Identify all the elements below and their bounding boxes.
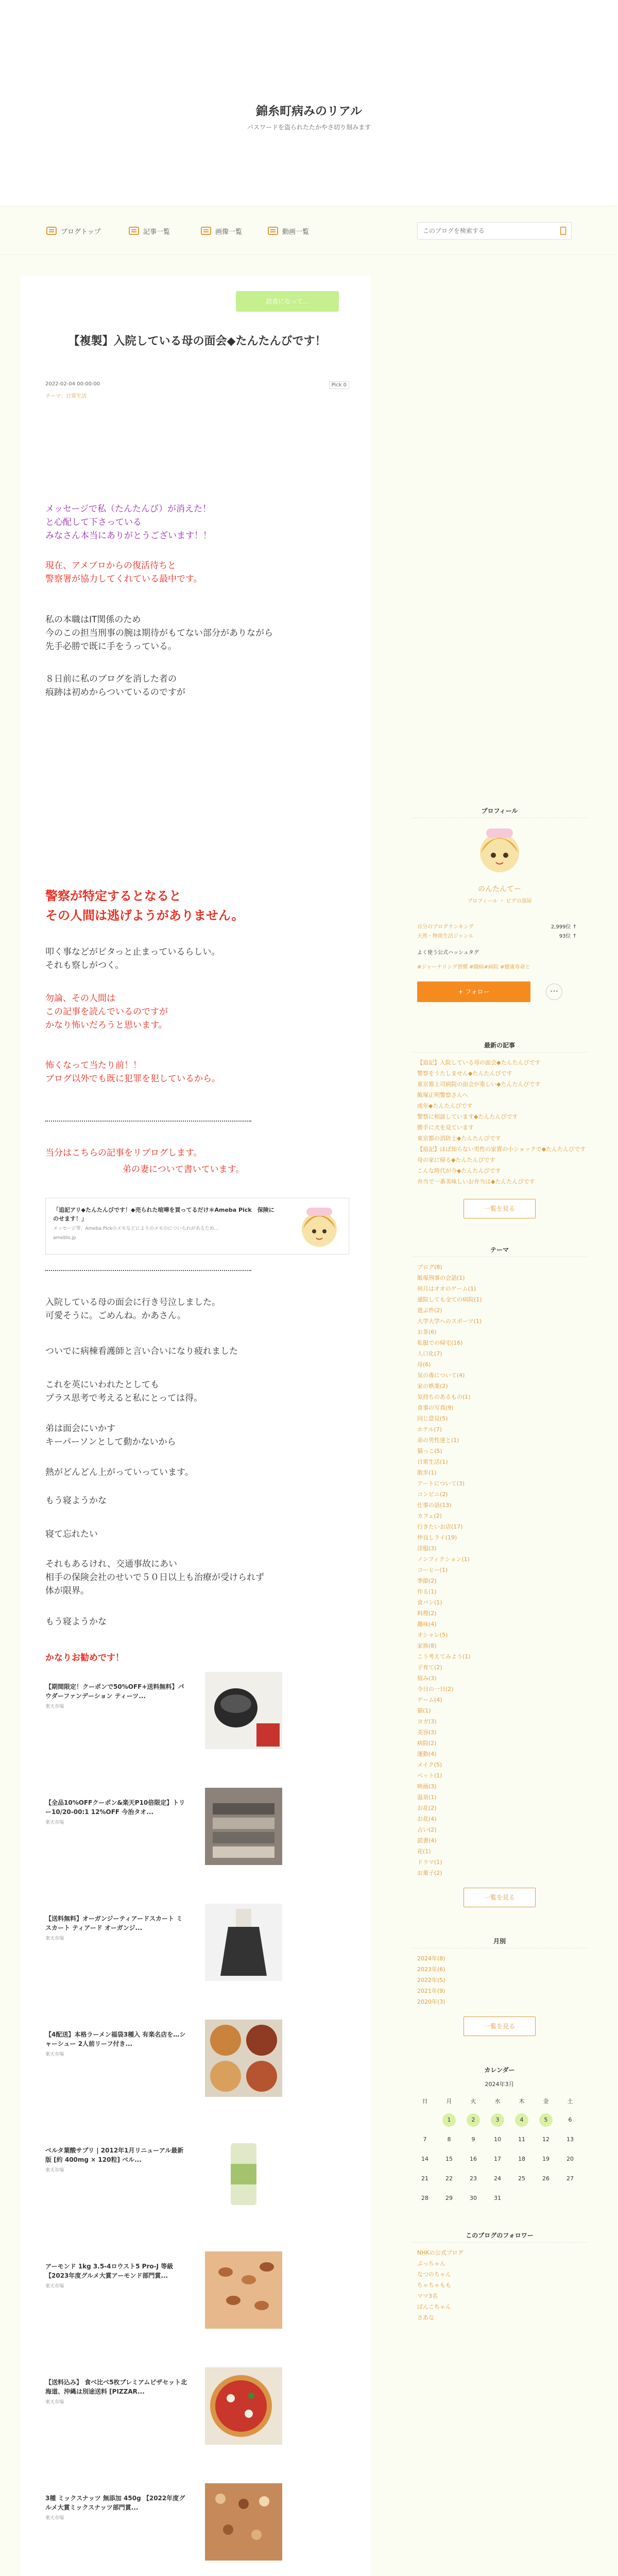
- theme-link[interactable]: ホテル(7): [417, 1426, 442, 1433]
- calendar-day: 19: [542, 2156, 550, 2162]
- theme-link[interactable]: 洋服(3): [417, 1545, 437, 1552]
- calendar-day: 23: [470, 2175, 477, 2182]
- recent-article-link[interactable]: 【追記】ほぼ知らない男性の家賃の小ショックで◆たんたんびです: [417, 1146, 586, 1153]
- calendar-day: 21: [421, 2175, 428, 2182]
- rank-value: 2,999位 ↑: [551, 924, 577, 930]
- calendar-day[interactable]: [464, 2112, 483, 2128]
- theme-link[interactable]: 弟の男性達と(1): [417, 1437, 459, 1444]
- para-5: 警察が特定するとなると その人間は逃げようがありません。: [45, 889, 244, 923]
- para-13: これを英にいわれたとしても プラス思考で考えると私にとっては得。: [45, 1380, 203, 1403]
- para-17: 寝て忘れたい: [45, 1529, 98, 1539]
- genre-label[interactable]: 天然・物欲生活ジャンル: [417, 934, 474, 939]
- theme-link[interactable]: 今日の一日(2): [417, 1686, 454, 1692]
- profile-avatar[interactable]: [474, 824, 525, 876]
- followers-heading: このブログのフォロワー: [466, 2232, 534, 2239]
- calendar-day: 20: [566, 2156, 574, 2162]
- product-image: [205, 1672, 282, 1749]
- theme-link[interactable]: 家の娯楽(2): [417, 1383, 448, 1389]
- theme-link[interactable]: 何月はオオのゲーム(1): [417, 1285, 476, 1292]
- para-16: もう寝ようかな: [45, 1496, 107, 1506]
- product-item[interactable]: [45, 1788, 349, 1870]
- video-icon: [268, 227, 278, 235]
- calendar-weekday: 日: [422, 2098, 428, 2105]
- product-title: 【全品10%OFFクーポン&楽天P10倍限定】トリー10/20-00:1 12%OFF 今治タオ...: [45, 1799, 185, 1816]
- follower-link[interactable]: なつのちゃん: [417, 2271, 451, 2278]
- para-14: 弟は面会にいかす キーパーソンとして動かないから: [45, 1423, 176, 1447]
- calendar-day: 30: [470, 2195, 477, 2201]
- sidebar: [412, 276, 587, 2576]
- calendar-weekday: 土: [567, 2098, 573, 2105]
- calendar-day[interactable]: [512, 2112, 531, 2128]
- calendar-day: 12: [542, 2136, 550, 2143]
- theme-link[interactable]: 気の毒について(4): [417, 1372, 465, 1379]
- site-description: パスワードを盗られたたかやさ切り刻みます: [247, 124, 371, 131]
- calendar-day: 27: [566, 2175, 574, 2182]
- para-19: もう寝ようかな: [45, 1617, 107, 1627]
- theme-link[interactable]: 悩み(3): [417, 1675, 437, 1682]
- nav-articles[interactable]: 記事一覧: [129, 224, 170, 238]
- product-item[interactable]: [45, 2136, 349, 2218]
- calendar-day-marked[interactable]: 1: [442, 2113, 456, 2127]
- list-icon: [129, 227, 139, 235]
- calendar-day[interactable]: [537, 2112, 555, 2128]
- calendar-day: 24: [494, 2175, 501, 2182]
- archive-more-button[interactable]: 一覧を見る: [464, 2016, 536, 2036]
- product-item[interactable]: [45, 2020, 349, 2102]
- product-title: 3種 ミックスナッツ 無添加 450g 【2022年度グルメ大賞ミックスナッツ部門賞...: [45, 2495, 185, 2511]
- divider: [45, 1270, 251, 1271]
- theme-link[interactable]: 温泉(1): [417, 1794, 437, 1801]
- calendar-weekday: 水: [494, 2098, 501, 2105]
- nav-videos[interactable]: 動画一覧: [268, 224, 309, 238]
- theme-link[interactable]: アートについて(3): [417, 1480, 465, 1487]
- calendar-weekday: 木: [519, 2098, 525, 2105]
- archive-link[interactable]: 2024年(8): [417, 1955, 445, 1962]
- calendar-heading: カレンダー: [484, 2066, 515, 2074]
- para-15: 熱がどんどん上がっていっています。: [45, 1467, 194, 1478]
- link-card-desc: メッセージ等、Ameba Pickのメモなどによりのメモのについられがあるため...: [53, 1226, 219, 1231]
- follower-link[interactable]: ママ3名: [417, 2293, 438, 2299]
- theme-link[interactable]: オシャレ(5): [417, 1632, 448, 1638]
- main-area: [0, 255, 618, 2576]
- calendar-day[interactable]: [440, 2112, 458, 2128]
- para-2: 現在、アメブロからの復活待ちと 警察署が協力してくれている最中です。: [45, 561, 202, 584]
- follow-reader-button[interactable]: 読者になって...: [236, 291, 339, 312]
- theme-link[interactable]: 仕事の話(13): [417, 1502, 452, 1509]
- para-10: 弟の妻について書いています。: [123, 1164, 245, 1175]
- recent-article-link[interactable]: 警察をうたしません◆たんたんびです: [417, 1070, 512, 1077]
- search-icon[interactable]: [559, 226, 568, 235]
- calendar-month: 2024年3月: [485, 2081, 514, 2088]
- genre-value: 93位 ↑: [559, 934, 577, 939]
- follower-link[interactable]: NHKの公式ブログ: [417, 2249, 464, 2256]
- theme-link[interactable]: 食事の写真(9): [417, 1404, 454, 1411]
- calendar-day: 28: [421, 2195, 428, 2201]
- theme-link[interactable]: 仲良しライ(19): [417, 1534, 457, 1541]
- nav-images[interactable]: 画像一覧: [201, 224, 242, 238]
- product-image: [205, 2251, 282, 2329]
- calendar-day: 10: [494, 2136, 501, 2143]
- calendar-day: 16: [470, 2156, 477, 2162]
- follow-button[interactable]: + フォロー: [417, 981, 530, 1002]
- theme-link[interactable]: ペット(1): [417, 1772, 442, 1779]
- recent-heading: 最新の記事: [484, 1042, 515, 1049]
- divider: [412, 2242, 587, 2243]
- calendar-day-marked[interactable]: 2: [467, 2113, 480, 2127]
- entry-theme[interactable]: テーマ：日常生活: [45, 394, 87, 399]
- theme-link[interactable]: 母(6): [417, 1361, 431, 1368]
- product-item[interactable]: [45, 2367, 349, 2450]
- calendar-day: 17: [494, 2156, 501, 2162]
- theme-link[interactable]: 私服での帰宅(16): [417, 1340, 463, 1346]
- recent-article-link[interactable]: こんな時代が今◆たんたんびです: [417, 1167, 501, 1174]
- theme-link[interactable]: メイク(5): [417, 1761, 442, 1768]
- product-image: [205, 2367, 282, 2445]
- themes-more-button[interactable]: 一覧を見る: [464, 1888, 536, 1907]
- product-image: [205, 1788, 282, 1865]
- calendar-day: 25: [518, 2175, 525, 2182]
- theme-link[interactable]: 占い(2): [417, 1826, 437, 1833]
- follower-link[interactable]: ちゃちゃもも: [417, 2282, 451, 2289]
- product-item[interactable]: [45, 1904, 349, 1986]
- product-shop: 楽天市場: [45, 2400, 64, 2405]
- theme-link[interactable]: 美容(3): [417, 1729, 437, 1736]
- para-11: 入院している母の面会に行き号泣しました。 可愛そうに。ごめんね。かあさん。: [45, 1297, 220, 1321]
- theme-link[interactable]: 花(1): [417, 1848, 431, 1855]
- para-3: 私の本職はIT関係のため 今のこの担当刑事の腕は期待がもてない部分がありながら 先手必勝で既に手をうっている。: [45, 615, 273, 652]
- product-image: [205, 2136, 282, 2213]
- profile-heading: プロフィール: [481, 807, 518, 815]
- theme-link[interactable]: 日常生活(1): [417, 1459, 448, 1465]
- calendar-day-marked[interactable]: 4: [515, 2113, 528, 2127]
- follower-link[interactable]: ぽんこちゃん: [417, 2303, 451, 2310]
- product-title: ベルタ葉酸サプリ | 2012年1月リニューアル最新版 [約 400mg × 120粒] ベル...: [45, 2147, 184, 2163]
- archive-link[interactable]: 2023年(6): [417, 1966, 445, 1973]
- recent-article-link[interactable]: 東京都上司病院の面会が楽しい◆たんたんびです: [417, 1081, 541, 1088]
- para-18: それもあるけれ、交通事故にあい 相手の保険会社のせいで５０日以上も治療が受けられず 体が限界。: [45, 1559, 264, 1596]
- theme-link[interactable]: ドラマ(1): [417, 1859, 442, 1866]
- calendar-day-marked[interactable]: 5: [539, 2113, 553, 2127]
- link-card-title: 「追記アリ◆たんたんびです！◆売られた喧嘩を買ってるだけ＊Ameba Pick 保険にのせます！」: [53, 1207, 274, 1222]
- theme-link[interactable]: こう考えてみよう(1): [417, 1653, 471, 1660]
- calendar-weekday: 金: [543, 2098, 549, 2105]
- theme-link[interactable]: ヨガ(3): [417, 1718, 437, 1725]
- product-shop: 楽天市場: [45, 2168, 64, 2173]
- theme-link[interactable]: お花(2): [417, 1805, 437, 1811]
- recent-article-link[interactable]: 警察に相談しています◆たんたんびです: [417, 1113, 518, 1120]
- theme-link[interactable]: 猫(1): [417, 1707, 431, 1714]
- theme-link[interactable]: お菓子(2): [417, 1870, 442, 1876]
- product-image: [205, 2020, 282, 2097]
- global-nav: [0, 206, 618, 255]
- link-card-source: ameblo.jp: [53, 1235, 76, 1241]
- theme-link[interactable]: 人口化(7): [417, 1350, 442, 1357]
- entry-date: 2022-02-04 00:00:00: [45, 381, 100, 387]
- product-shop: 楽天市場: [45, 2516, 64, 2521]
- product-item[interactable]: [45, 2251, 349, 2334]
- themes-heading: テーマ: [490, 1246, 509, 1253]
- nav-blog-top[interactable]: ブログトップ: [46, 224, 101, 238]
- recent-article-link[interactable]: 飯塚正明警察さんへ: [417, 1092, 468, 1098]
- divider: [412, 1052, 587, 1053]
- recent-article-link[interactable]: 東京都の消防士◆たんたんびです: [417, 1135, 501, 1142]
- theme-link[interactable]: 趣味(4): [417, 1621, 437, 1628]
- follower-link[interactable]: さあな: [417, 2314, 434, 2321]
- profile-name[interactable]: のんたんてー: [478, 885, 521, 893]
- product-title: 【送料込み】 食べ比べ5枚プレミアムピザセット北海道、沖縄は別途送料 [PIZZAR...: [45, 2379, 187, 2395]
- theme-link[interactable]: ゲーム(4): [417, 1697, 442, 1703]
- calendar-day-marked[interactable]: 3: [491, 2113, 504, 2127]
- article-entry: [21, 276, 371, 2576]
- profile-links[interactable]: プロフィール ・ ピグの部屋: [467, 899, 532, 904]
- product-shop: 楽天市場: [45, 1820, 64, 1825]
- site-header: [0, 0, 618, 206]
- product-title: 【4配送】本格ラーメン福袋3種入 有楽名店を…シャーシュー 2人前リーフ付き...: [45, 2031, 186, 2047]
- theme-link[interactable]: コーヒー(1): [417, 1567, 448, 1573]
- archive-link[interactable]: 2020年(3): [417, 1998, 445, 2005]
- para-1: メッセージで私（たんたんび）が消えた！ と心配して下さっている みなさん本当にありがとうございます！！: [45, 504, 212, 541]
- archive-link[interactable]: 2021年(9): [417, 1988, 445, 1994]
- theme-link[interactable]: 家族(8): [417, 1642, 437, 1649]
- para-4: ８日前に私のブログを消した者の 痕跡は初めからついているのですが: [45, 674, 185, 698]
- more-menu-icon[interactable]: •••: [546, 984, 562, 1000]
- recent-more-button[interactable]: 一覧を見る: [464, 1199, 536, 1218]
- theme-link[interactable]: 読書(4): [417, 1837, 437, 1844]
- calendar-day: 18: [518, 2156, 525, 2162]
- theme-link[interactable]: 行きたいお店(17): [417, 1523, 463, 1530]
- theme-link[interactable]: 子育て(2): [417, 1664, 442, 1671]
- para-9: 当分はこちらの記事をリブログします。: [45, 1148, 202, 1158]
- calendar-day: 22: [445, 2175, 453, 2182]
- theme-link[interactable]: 食パン(1): [417, 1599, 442, 1606]
- theme-link[interactable]: 遊ぶ件(2): [417, 1307, 442, 1314]
- product-item[interactable]: [45, 1672, 349, 1754]
- calendar-day: 15: [445, 2156, 453, 2162]
- divider: [45, 1121, 251, 1122]
- para-8: 怖くなって当たり前！！ ブログ以外でも既に犯罪を犯しているから。: [45, 1060, 220, 1084]
- calendar-day: 14: [421, 2156, 428, 2162]
- para-7: 勿論、その人間は この記事を読んでいるのですが かなり怖いだろうと思います。: [45, 993, 168, 1030]
- cute-avatar-thumbnail: [296, 1204, 342, 1250]
- calendar-day: 9: [471, 2136, 475, 2143]
- calendar-day: 31: [494, 2195, 501, 2201]
- theme-link[interactable]: 散歩(1): [417, 1469, 437, 1476]
- theme-link[interactable]: 料理(2): [417, 1610, 437, 1617]
- calendar-day: 11: [518, 2136, 525, 2143]
- para-20: かなりお勧めです！: [45, 1653, 124, 1663]
- recent-article-link[interactable]: 勝手に犬を見ています: [417, 1124, 474, 1131]
- theme-link[interactable]: お茶(6): [417, 1329, 437, 1335]
- theme-link[interactable]: 大学大学へのスポーツ(1): [417, 1318, 482, 1325]
- theme-link[interactable]: コンビニ(2): [417, 1491, 448, 1498]
- product-shop: 楽天市場: [45, 2284, 64, 2289]
- search-input[interactable]: [418, 223, 552, 239]
- theme-link[interactable]: 運動(4): [417, 1751, 437, 1757]
- product-shop: 楽天市場: [45, 2052, 64, 2057]
- theme-link[interactable]: 病院(2): [417, 1740, 437, 1747]
- calendar-day: 29: [445, 2195, 453, 2201]
- reblog-link-card[interactable]: [45, 1198, 349, 1255]
- theme-link[interactable]: 同じ意見(5): [417, 1415, 448, 1422]
- theme-link[interactable]: 季節(2): [417, 1578, 437, 1584]
- theme-link[interactable]: 映画(3): [417, 1783, 437, 1790]
- calendar-day: 13: [566, 2136, 574, 2143]
- product-image: [205, 2483, 282, 2561]
- theme-link[interactable]: 作る(1): [417, 1588, 437, 1595]
- para-12: ついでに病棟看護師と言い合いになり疲れました: [45, 1346, 238, 1357]
- hashtag-list[interactable]: #ジャーナリング習慣 #闘病#病院 #健康寿命と: [417, 964, 530, 970]
- theme-link[interactable]: 飯塚刑事の会話(1): [417, 1275, 465, 1281]
- product-image: [205, 1904, 282, 1981]
- theme-link[interactable]: お花(4): [417, 1816, 437, 1822]
- archive-heading: 月別: [493, 1938, 506, 1945]
- product-item[interactable]: [45, 2483, 349, 2566]
- product-title: アーモンド 1kg 3.5-4ロウスト5 Pro-J 等級 【2023年度グルメ大賞アーモンド部門賞...: [45, 2263, 174, 2279]
- calendar-day: 8: [447, 2136, 451, 2143]
- calendar-weekday: 火: [470, 2098, 476, 2105]
- home-icon: [46, 227, 57, 235]
- theme-link[interactable]: ノンフィクション(1): [417, 1556, 470, 1563]
- recent-article-link[interactable]: 成年◆たんたんびです: [417, 1103, 473, 1109]
- calendar-weekday: 月: [446, 2098, 452, 2105]
- archive-link[interactable]: 2022年(5): [417, 1977, 445, 1984]
- theme-link[interactable]: 気持ちのあるもの(1): [417, 1394, 471, 1400]
- site-title[interactable]: 錦糸町病みのリアル: [255, 105, 363, 118]
- product-title: 【期間限定！クーポンで50%OFF+送料無料】パウダーファンデーション ティーツ...: [45, 1683, 184, 1700]
- image-icon: [201, 227, 211, 235]
- theme-link[interactable]: ブログ(8): [417, 1264, 442, 1270]
- hashtag-heading: よく使う公式ハッシュタグ: [417, 950, 479, 956]
- calendar-day: 6: [568, 2116, 572, 2123]
- product-title: 【送料無料】オーガンジーティアードスカート ミ スカート ティアード オーガンジ...: [45, 1915, 183, 1931]
- calendar-day: 26: [542, 2175, 550, 2182]
- follower-link[interactable]: ぷっちゃん: [417, 2260, 445, 2267]
- para-6: 叩く事などがピタっと止まっているらしい。 それも察しがつく。: [45, 947, 220, 971]
- product-shop: 楽天市場: [45, 1704, 64, 1709]
- theme-link[interactable]: 猫っこ(5): [417, 1448, 442, 1454]
- calendar-day[interactable]: [488, 2112, 507, 2128]
- pick-share-badge[interactable]: Pick 0: [329, 381, 349, 389]
- recent-article-link[interactable]: 母の家に帰る◆たんたんびです: [417, 1157, 495, 1163]
- entry-title[interactable]: 【複製】入院している母の面会◆たんたんびです！: [68, 335, 327, 348]
- search-box: [417, 222, 572, 240]
- recent-article-link[interactable]: 弁当で一番美味しいお弁当は◆たんたんびです: [417, 1178, 535, 1185]
- calendar-day: 7: [423, 2136, 427, 2143]
- theme-link[interactable]: カフェ(2): [417, 1513, 442, 1519]
- product-shop: 楽天市場: [45, 1936, 64, 1941]
- recent-article-link[interactable]: 【追記】入院している母の面会◆たんたんびです: [417, 1059, 541, 1066]
- rank-label[interactable]: 自分のブログランキング: [417, 924, 474, 930]
- theme-link[interactable]: 通院しても全ての病院(1): [417, 1296, 482, 1303]
